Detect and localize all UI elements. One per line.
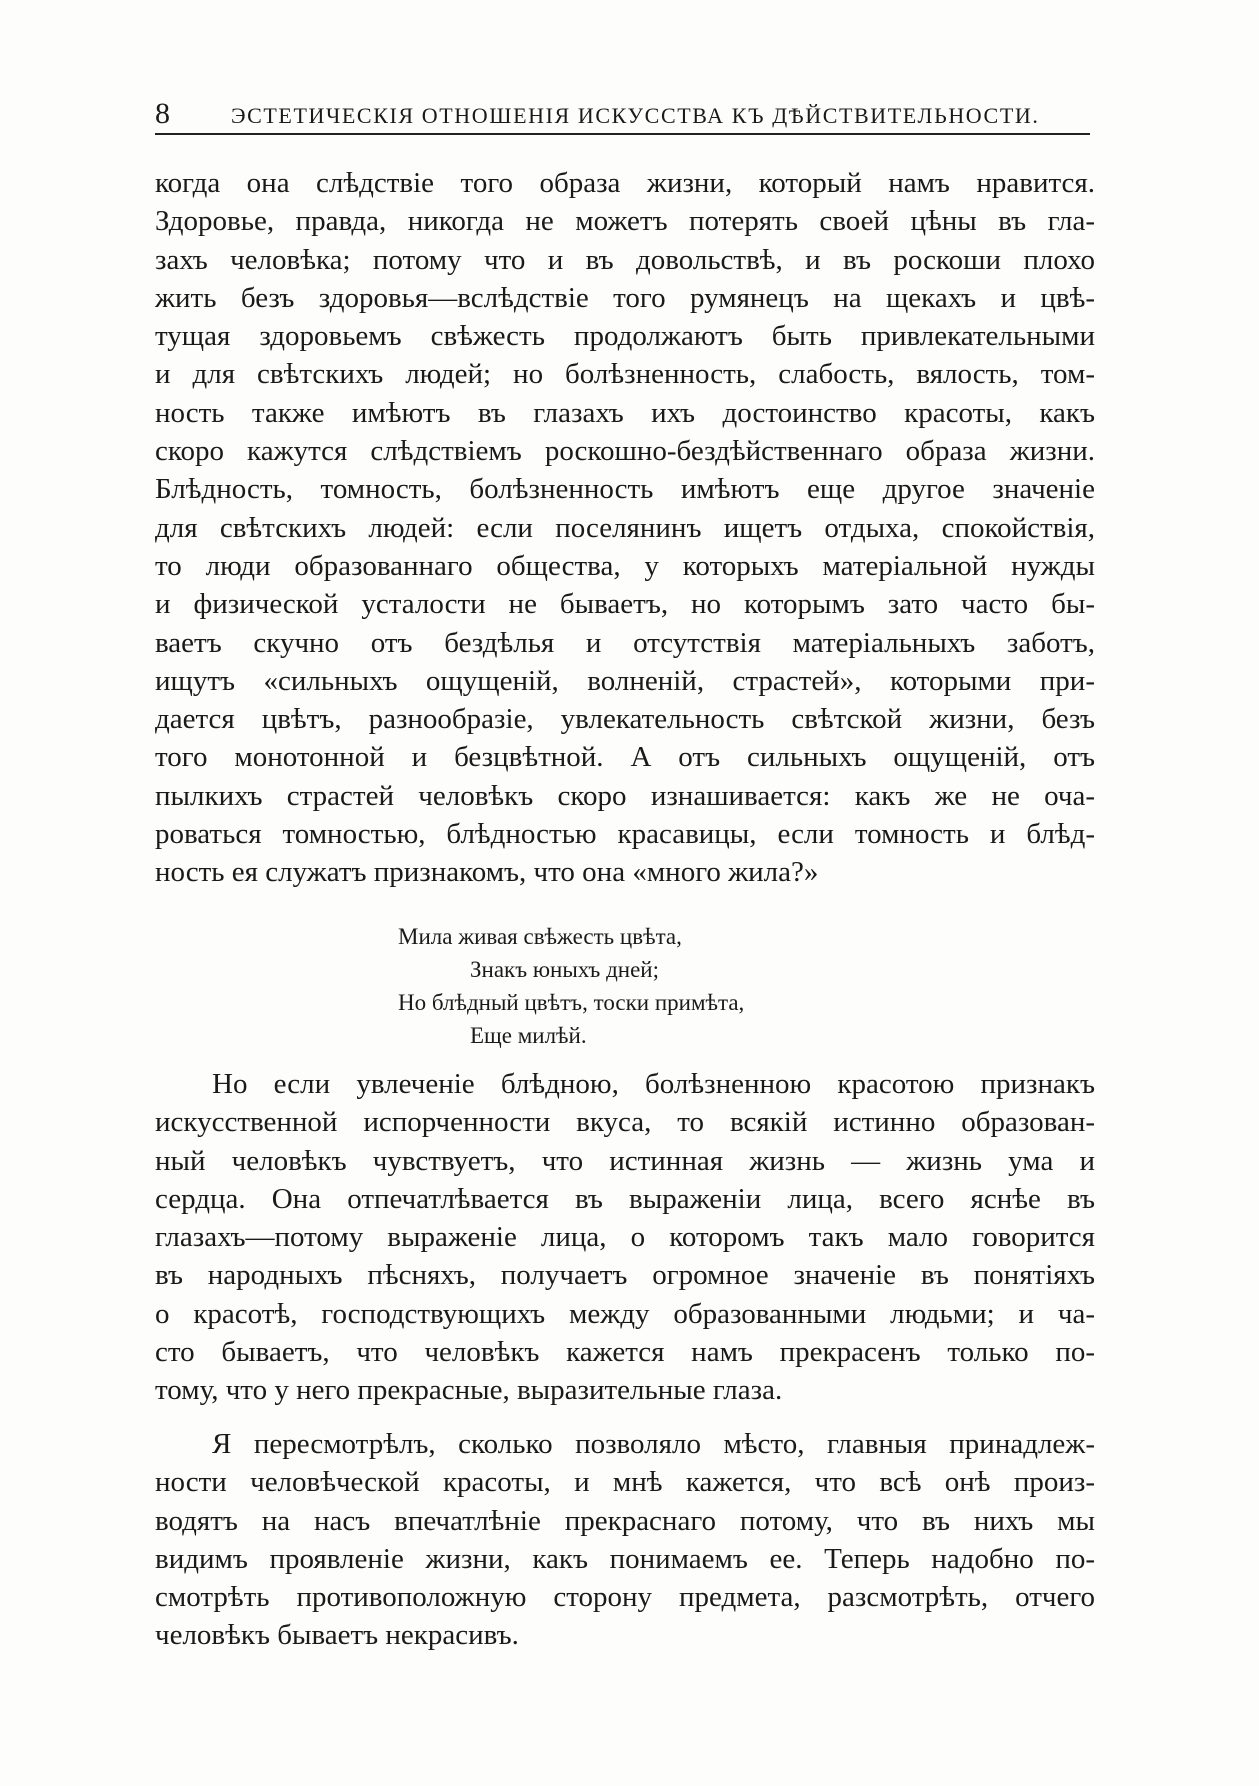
poem-quote [398,920,744,1052]
text-line: водятъ на насъ впечатлѣніе прекраснаго потому, что въ нихъ мы [155,1504,1095,1537]
text-line: захъ человѣка; потому что и въ довольствѣ, и въ роскоши плохо [155,243,1095,276]
text-line: въ народныхъ пѣсняхъ, получаетъ огромное значеніе въ понятіяхъ [155,1259,1095,1292]
text-line: сердца. Она отпечатлѣвается въ выраженіи лица, всего яснѣе въ [155,1182,1095,1215]
paragraph-2 [155,1065,1095,1410]
running-head [155,96,1090,136]
text-line: и физической усталости не бываетъ, но которымъ зато часто бы- [155,588,1095,621]
text-line: Блѣдность, томность, болѣзненность имѣютъ еще другое значеніе [155,473,1095,506]
text-line: о красотѣ, господствующихъ между образованными людьми; и ча- [155,1297,1095,1330]
poem-line: Но блѣдный цвѣтъ, тоски примѣта, [398,990,745,1015]
text-line: видимъ проявленіе жизни, какъ понимаемъ ее. Теперь надобно по- [155,1542,1095,1575]
text-line: когда она слѣдствіе того образа жизни, который намъ нравится. [155,167,1095,199]
text-line: глазахъ—потому выраженіе лица, о которомъ такъ мало говорится [155,1221,1095,1254]
text-line: то люди образованнаго общества, у которыхъ матеріальной нужды [155,549,1095,582]
text-line: ный человѣкъ чувствуетъ, что истинная жизнь — жизнь ума и [155,1144,1095,1177]
text-line: ищутъ «сильныхъ ощущеній, волненій, страстей», которыми при- [155,664,1095,697]
paragraph-3 [155,1425,1095,1655]
text-line: Я пересмотрѣлъ, сколько позволяло мѣсто, главныя принадлеж- [212,1428,1095,1460]
page-number: 8 [155,97,170,130]
poem-line: Мила живая свѣжесть цвѣта, [398,924,682,949]
running-title: ЭСТЕТИЧЕСКІЯ ОТНОШЕНІЯ ИСКУССТВА КЪ ДѢЙСТВИТЕЛЬНОСТИ. [231,103,1040,128]
text-line: тому, что у него прекрасные, выразительные глаза. [155,1374,783,1407]
text-line: жить безъ здоровья—вслѣдствіе того румянецъ на щекахъ и цвѣ- [155,281,1095,314]
text-line: для свѣтскихъ людей: если поселянинъ ищетъ отдыха, спокойствія, [155,511,1095,544]
text-line: пылкихъ страстей человѣкъ скоро изнашивается: какъ же не оча- [155,779,1095,812]
text-line: того монотонной и безцвѣтной. А отъ сильныхъ ощущеній, отъ [155,741,1095,774]
poem-line: Знакъ юныхъ дней; [470,957,659,982]
paragraph-1 [155,164,1095,892]
text-line: сто бываетъ, что человѣкъ кажется намъ прекрасенъ только по- [155,1336,1095,1369]
header-rule [155,133,1090,135]
text-line: человѣкъ бываетъ некрасивъ. [155,1619,519,1652]
poem-line: Еще милѣй. [470,1023,587,1048]
text-line: дается цвѣтъ, разнообразіе, увлекательность свѣтской жизни, безъ [155,703,1095,736]
text-line: роваться томностью, блѣдностью красавицы, если томность и блѣд- [155,818,1095,851]
text-line: Но если увлеченіе блѣдною, болѣзненною красотою признакъ [212,1068,1095,1100]
text-line: тущая здоровьемъ свѣжесть продолжаютъ быть привлекательными [155,320,1095,353]
text-line: смотрѣть противоположную сторону предмета, разсмотрѣть, отчего [155,1581,1095,1614]
text-line: ности человѣческой красоты, и мнѣ кажется, что всѣ онѣ произ- [155,1466,1095,1499]
text-line: скоро кажутся слѣдствіемъ роскошно-бездѣйственнаго образа жизни. [155,435,1095,468]
text-line: искусственной испорченности вкуса, то всякій истинно образован- [155,1106,1095,1139]
text-line: ваетъ скучно отъ бездѣлья и отсутствія матеріальныхъ заботъ, [155,626,1095,659]
text-line: и для свѣтскихъ людей; но болѣзненность, слабость, вялость, том- [155,358,1095,391]
text-line: ность ея служатъ признакомъ, что она «много жила?» [155,856,819,889]
text-line: Здоровье, правда, никогда не можетъ потерять своей цѣны въ гла- [155,205,1095,238]
text-line: ность также имѣютъ въ глазахъ ихъ достоинство красоты, какъ [155,396,1095,429]
